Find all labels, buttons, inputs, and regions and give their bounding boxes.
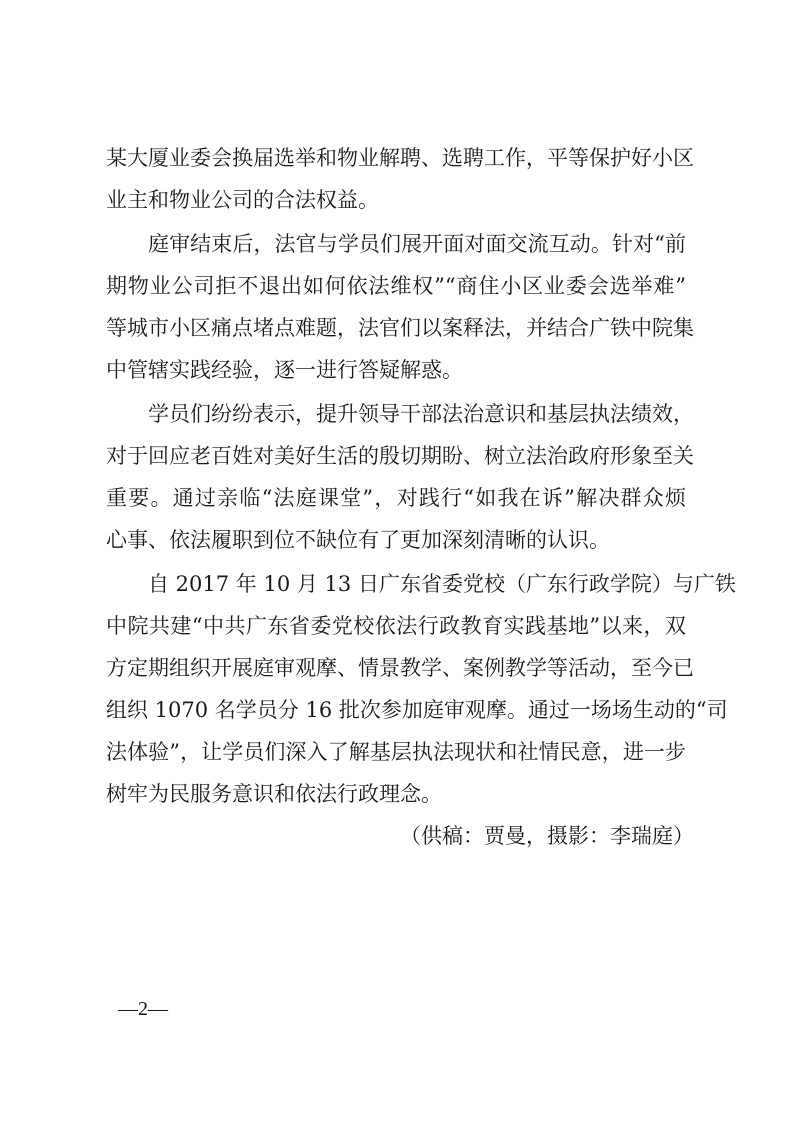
paragraph-2-line-1: 庭审结束后，法官与学员们展开面对面交流互动。针对“前 [148, 232, 686, 256]
paragraph-4-line-5: 法体验”，让学员们深入了解基层执法现状和社情民意，进一步 [106, 740, 686, 764]
paragraph-3-line-4: 心事、依法履职到位不缺位有了更加深刻清晰的认识。 [106, 528, 610, 552]
paragraph-1-line-1: 某大厦业委会换届选举和物业解聘、选聘工作，平等保护好小区 [106, 146, 694, 170]
paragraph-3-line-1: 学员们纷纷表示，提升领导干部法治意识和基层执法绩效， [148, 402, 694, 426]
paragraph-2-line-3: 等城市小区痛点堵点难题，法官们以案释法，并结合广铁中院集 [106, 316, 694, 340]
photo-credit: （供稿：贾曼，摄影：李瑞庭） [400, 824, 694, 848]
paragraph-4-line-1: 自 2017 年 10 月 13 日广东省委党校（广东行政学院）与广铁 [148, 572, 736, 596]
paragraph-3-line-3: 重要。通过亲临“法庭课堂”，对践行“如我在诉”解决群众烦 [106, 486, 686, 510]
paragraph-4-line-2: 中院共建“中共广东省委党校依法行政教育实践基地”以来，双 [106, 614, 686, 638]
page-number: —2— [118, 998, 168, 1020]
paragraph-2-line-4: 中管辖实践经验，逐一进行答疑解惑。 [106, 358, 463, 382]
paragraph-4-line-4: 组织 1070 名学员分 16 批次参加庭审观摩。通过一场场生动的“司 [106, 698, 728, 722]
paragraph-1-line-2: 业主和物业公司的合法权益。 [106, 188, 379, 212]
paragraph-4-line-3: 方定期组织开展庭审观摩、情景教学、案例教学等活动，至今已 [106, 656, 694, 680]
paragraph-2-line-2: 期物业公司拒不退出如何依法维权”“商住小区业委会选举难” [106, 274, 686, 298]
paragraph-4-line-6: 树牢为民服务意识和依法行政理念。 [106, 782, 442, 806]
paragraph-3-line-2: 对于回应老百姓对美好生活的殷切期盼、树立法治政府形象至关 [106, 444, 694, 468]
